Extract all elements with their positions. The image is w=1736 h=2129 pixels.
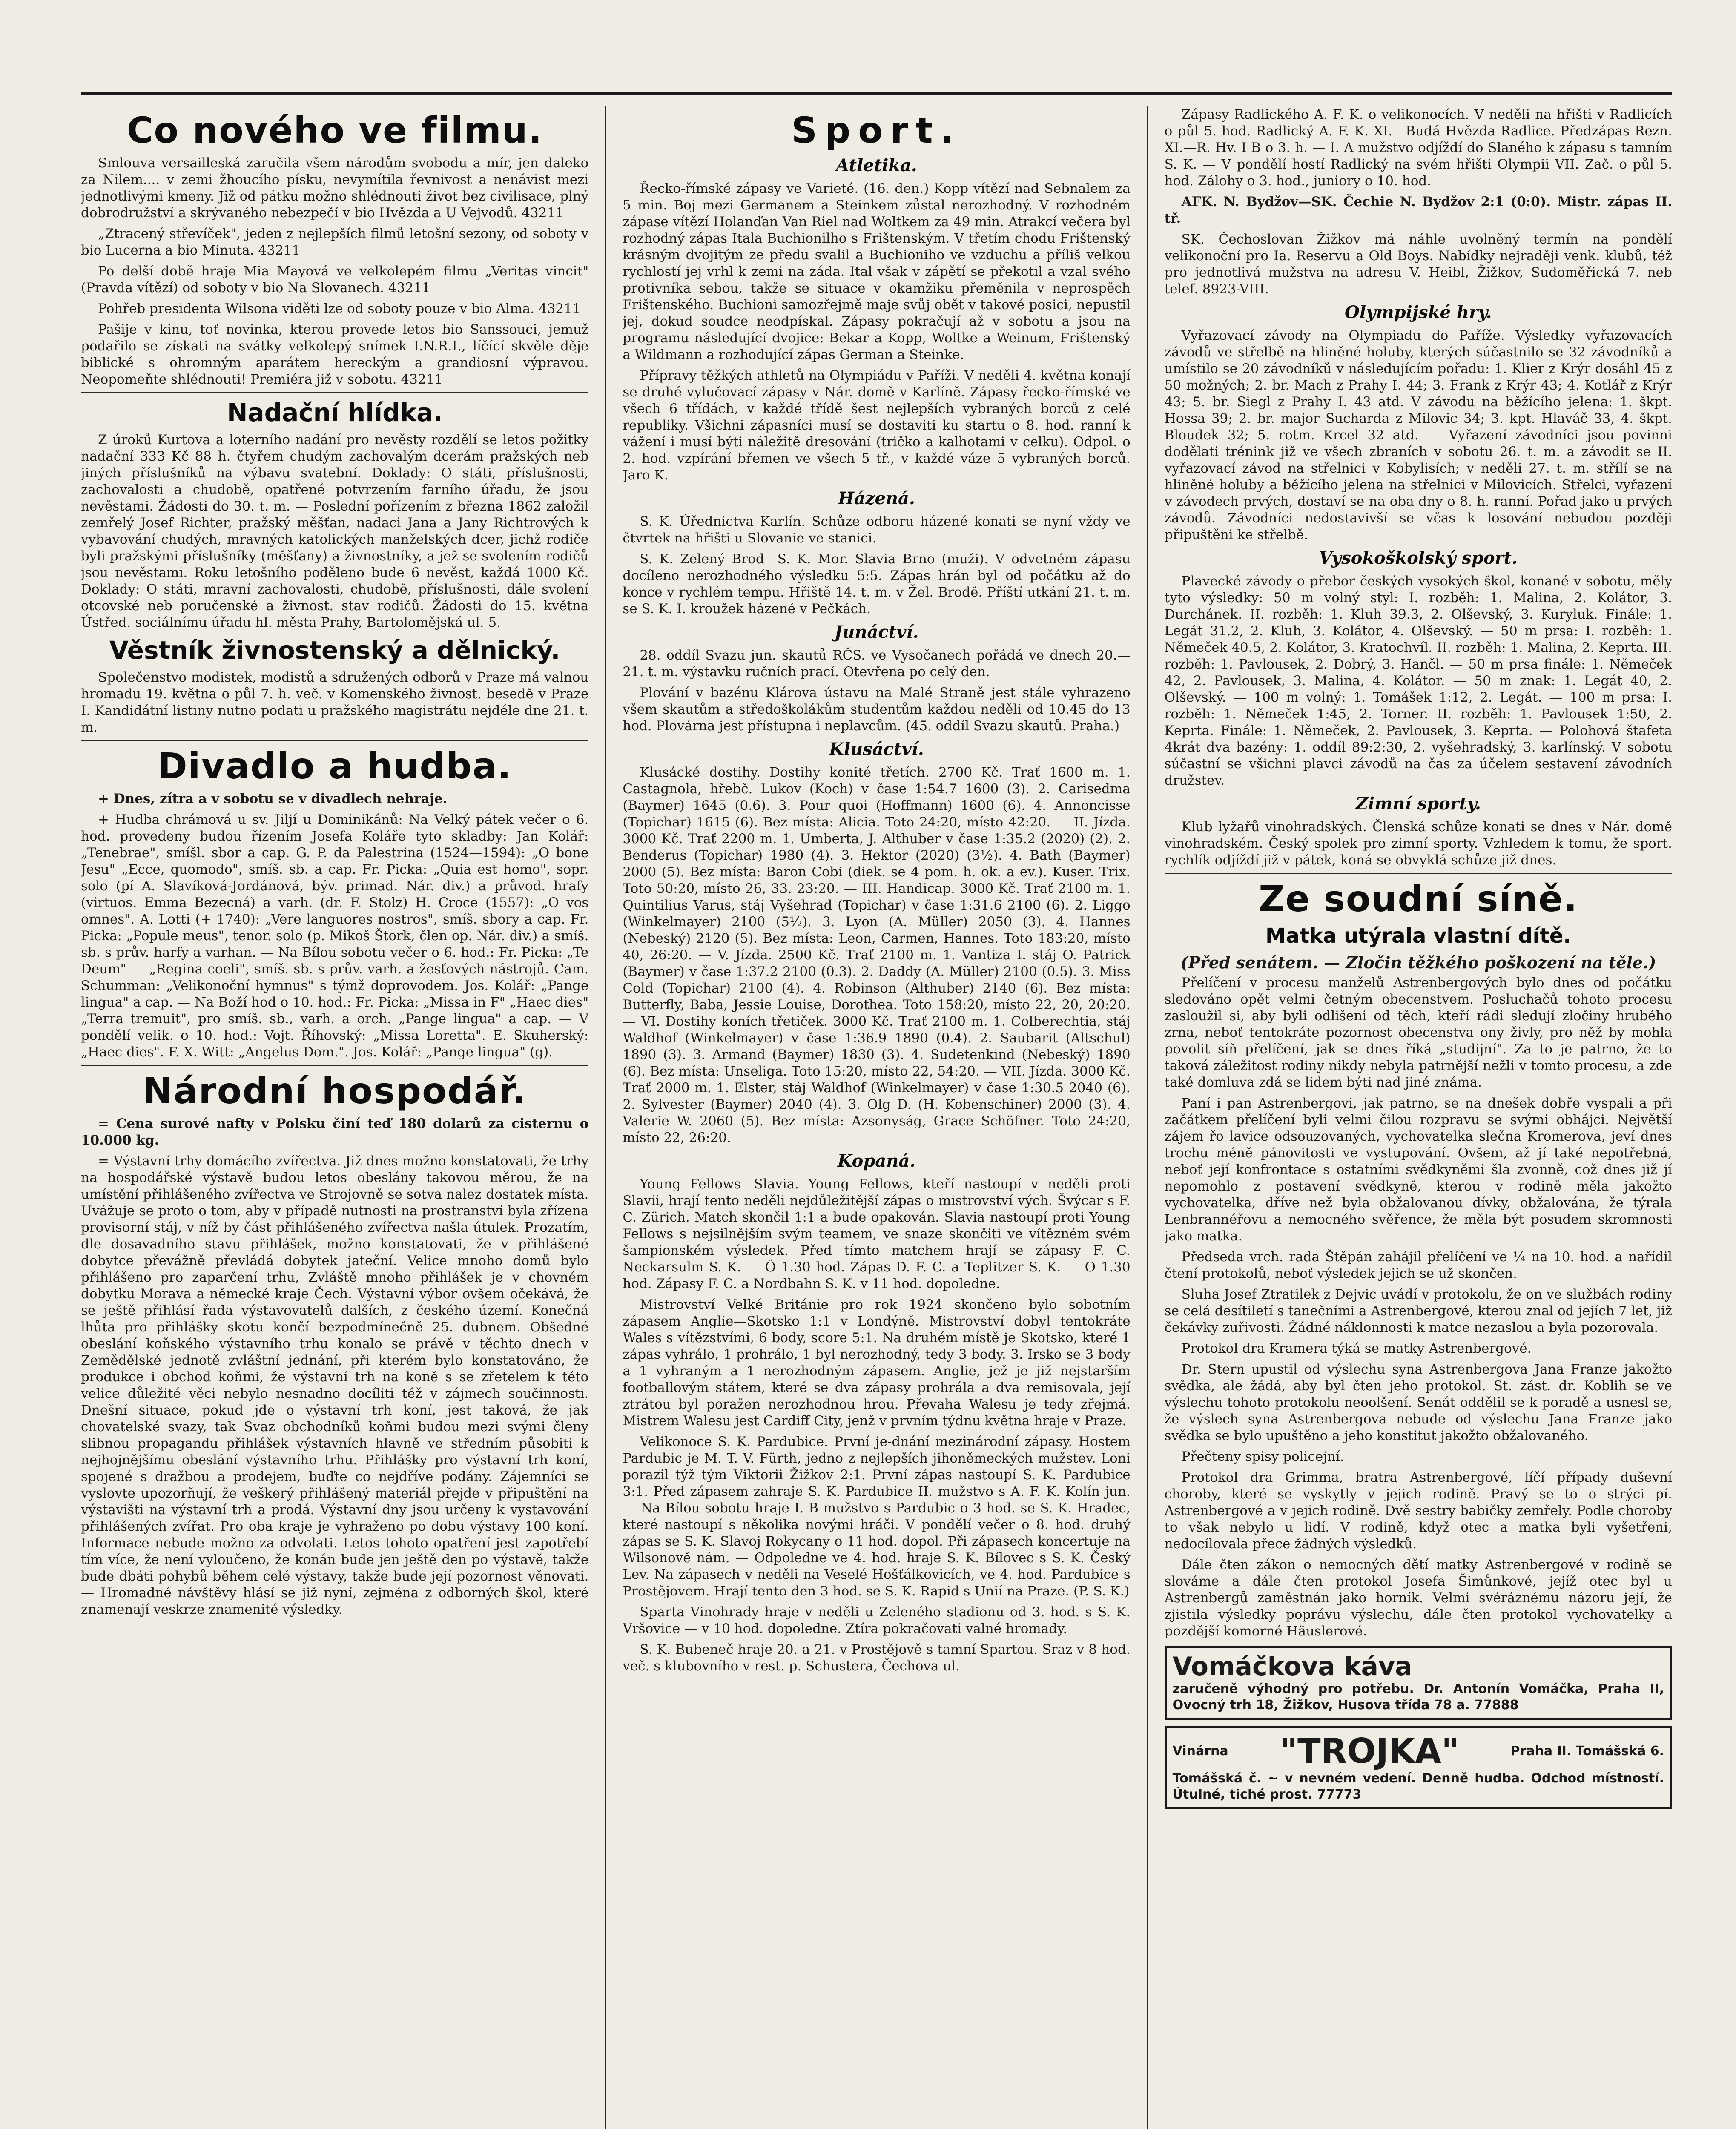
- ad-text: Praha II. Tomášská 6.: [1510, 1744, 1664, 1759]
- zimni-title: Zimní sporty.: [1355, 794, 1481, 814]
- kopana-paragraph: Young Fellows—Slavia. Young Fellows, kteří nastoupí v neděli proti Slavii, hrají tento neděli nejdůležitější zápas o mistrovství vých. Švýcar s F. C. Zürich. Match skončil 1:1 a bude opakován. Slavia nastoupí proti Young Fellows s nejsilnějším svým teamem, ve snaze skončiti ve vítězném svém šampionském výsledek. Před tímto matchem hrají se zápasy F. C. Neckarsulm S. K. — Ö 1.30 hod. Zápas D. F. C. a Teplitzer S. K. — O 1.30 hod. Zápasy F. C. a Nordbahn S. K. v 11 hod. dopoledne.: [623, 1176, 1131, 1291]
- olymp-title: Olympijské hry.: [1345, 302, 1492, 322]
- film-paragraph: „Ztracený střevíček", jeden z nejlepších filmů letošní sezony, od soboty v bio Lucerna a bio Minuta. 43211: [81, 226, 589, 258]
- soud-paragraph: Přelíčení v procesu manželů Astrenbergových bylo dnes od počátku sledováno opět velmi četným obecenstvem. Posluchačů tohoto procesu zasloužil si, aby byli odlišeni od těch, kteří rádi sledují zločiny hrubého zrna, neboť tentokráte pozornost obecenstva ony živly, pro něž by mohla povolit síň přelíčení, jak se dnes říká „studijní". Za to je patrno, že to taková záležitost rodiny nikdy nebyla patrnější nežli v tomto procesu, a zde také domluva zdá se lidem býti nad jiné známa.: [1164, 975, 1672, 1090]
- divadlo-paragraph: + Dnes, zítra a v sobotu se v divadlech nehraje.: [98, 791, 448, 806]
- atletika-paragraph: Přípravy těžkých athletů na Olympiádu v Paříži. V neděli 4. května konají se druhé vylučovací zápasy v Nár. domě v Karlíně. Zápasy řecko-římské ve všech 6 třídách, v každé třídě šest nejlepších vybraných borců z celé republiky. Všichni zápasníci musí se dostaviti ku startu o 8. hod. ranní k vážení i musí býti náležitě dresování (tričko a kalhotami v celku). Odpol. o 2. hod. vzpírání břemen ve všech 5 tř., v každé váze 5 vybraných borců. Jaro K.: [623, 368, 1131, 483]
- film-section-title: Co nového ve filmu.: [126, 109, 543, 151]
- soud-paragraph: Přečteny spisy policejní.: [1181, 1449, 1344, 1464]
- column-left: [81, 106, 588, 2129]
- vysoko-paragraph: Plavecké závody o přebor českých vysokých škol, konané v sobotu, měly tyto výsledky: 50 m volný styl: I. rozběh: 1. Malina, 2. Kolátor, 3. Durchánek. II. rozběh: 1. Kluh 39.3, 2. Olševský, 3. Kuryluk. Finále: 1. Legát 31.2, 2. Kluh, 3. Kolátor, 4. Olševský. — 50 m prsa: I. rozběh: 1. Němeček 40.5, 2. Kolátor, 3. Kratochvíl. II. rozběh: 1. Malina, 2. Keprta. III. rozběh: 1. Pavlousek, 2. Dobrý, 3. Hančl. — 50 m prsa finále: 1. Němeček 42, 2. Pavlousek, 3. Malina, 4. Kolátor. — 50 m znak: 1. Legát 40, 2. Olševský. — 100 m volný: 1. Tomášek 1:12, 2. Legát. — 100 m prsa: I. rozběh: 1. Němeček 1:45, 2. Torner. II. rozběh: 1. Pavlousek 1:50, 2. Keprta. Finále: 1. Němeček, 2. Pavlousek, 3. Keprta. — Polohová štafeta 4krát dva bazény: 1. oddíl 89:2:30, 2. vyšehradský, 3. karlínský. V sobotu súčastní se všichni plavci závodů na čas za účelem sestavení závodních družstev.: [1164, 574, 1672, 788]
- film-paragraph: Pohřeb presidenta Wilsona viděti lze od soboty pouze v bio Alma. 43211: [98, 301, 581, 316]
- film-paragraphs: [81, 155, 588, 388]
- hazena-paragraph: S. K. Zelený Brod—S. K. Mor. Slavia Brno (muži). V odvetném zápasu docíleno nerozhodného výsledku 5:5. Zápas hrán byl od počátku až do konce v rychlém tempu. Hřiště 14. t. m. v Žel. Brodě. Příští utkání 21. t. m. se S. K. I. kroužek házené v Pečkách.: [623, 551, 1131, 617]
- klusacivi-paragraph: Klusácké dostihy. Dostihy konité třetích. 2700 Kč. Trať 1600 m. 1. Castagnola, hřebč. Lukov (Koch) v čase 1:54.7 1600 (3). 2. Carisedma (Baymer) 1645 (0.6). 3. Pour quoi (Hoffmann) 1600 (6). 4. Annoncisse (Topichar) 1615 (6). Bez místa: Alicia. Toto 24:20, místo 42:20. — II. Jízda. 3000 Kč. Trať 2200 m. 1. Umberta, J. Althuber v čase 1:35.2 (2020) (2). 2. Benderus (Topichar) 1980 (4). 3. Hektor (2020) (3½). 4. Bath (Baymer) 2000 (5). Bez místa: Baron Cobi (diek. se 4 pom. h. ok. a ev.). Kuser. Trix. Toto 50:20, místo 26, 33. 23:20. — III. Handicap. 3000 Kč. Trať 2100 m. 1. Quintilius Varus, stáj Vyšehrad (Topichar) v čase 1:31.6 2100 (6). 2. Liggo (Winkelmayer) 2100 (5½). 3. Lyon (A. Müller) 2050 (3). 4. Hannes (Nebeský) 2120 (5). Bez místa: Leon, Carmen, Hannes. Toto 183:20, místo 40, 26:20. — V. Jízda. 2500 Kč. Trať 2100 m. 1. Vantiza I. stáj O. Patrick (Baymer) v čase 1:37.2 2100 (0.3). 2. Daddy (A. Müller) 2100 (0.5). 3. Miss Cold (Topichar) 2100 (4). 4. Robinson (Althuber) 2140 (6). Bez místa: Butterfly, Baba, Jessie Louise, Dorothea. Toto 158:20, místo 22, 20, 20:20. — VI. Dostihy koních třetiček. 3000 Kč. Trať 2100 m. 1. Colberechtia, stáj Waldhof (Winkelmayer) v čase 1:36.9 1890 (0.4). 2. Saubarit (Altschul) 1890 (3). 3. Armand (Baymer) 1830 (3). 4. Sudetenkind (Nebeský) 1890 (6). Bez místa: Unseliga. Toto 15:20, místo 22, 54:20. — VII. Jízda. 3000 Kč. Trať 2000 m. 1. Elster, stáj Waldhof (Winkelmayer) v čase 1:30.5 2040 (6). 2. Sylvester (Baymer) 2040 (4). 3. Olg D. (H. Kobenschiner) 2000 (3). 4. Valerie W. 2060 (5). Bez místa: Azsonyság, Grace Schöfner. Toto 24:20, místo 22, 26:20.: [623, 765, 1131, 1145]
- soud-paragraph: Protokol dra Kramera týká se matky Astrenbergové.: [1181, 1341, 1532, 1356]
- soud-paragraph: Paní i pan Astrenbergovi, jak patrno, se na dnešek dobře vyspali a při začátkem přelíčení byli velmi čilou rozpravu se svými obhájci. Největší zájem řo lavice odsouzovaných, vychovatelka slečna Kromerova, jeví dnes trochu méně pánovitosti ve vystupování. Ovšem, až jí také nepotřebná, neboť její konfrontace s ostatními svědkyněmi šla zvonně, což dnes již jí nepomohlo z postavení svědkyně, kterou v rodině měla jakožto vychovatelka, dříve než byla obžalovanou dívky, obžalována, že týrala Lenbrannéřovu a nemocného svěřence, že měla být posudem skromnosti jako matka.: [1164, 1096, 1672, 1244]
- divadlo-paragraph: + Hudba chrámová u sv. Jiljí u Dominikánů: Na Velký pátek večer o 6. hod. provedeny budou řízením Josefa Koláře tyto skladby: Jan Kolář: „Tenebrae", smíšl. sbor a cap. G. P. da Palestrina (1524—1594): „O bone Jesu" „Ecce, quomodo", smíš. sb. a cap. Fr. Picka: „Quia est homo", sopr. solo (pí A. Slavíková-Jordánová, býv. primad. Nár. div.) a průvod. hrafy (virtuos. Emma Bezecná) a varh. (dr. F. Stolz) H. Croce (1557): „O vos omnes". A. Lotti (+ 1740): „Vere languores nostros", smíš. sbory a cap. Fr. Picka: „Popule meus", tenor. solo (p. Mikoš Štork, člen op. Nár. div.) a smíš. sb. s prův. harfy a varhan. — Na Bílou sobotu večer o 6. hod.: Fr. Picka: „Te Deum" — „Regina coeli", smíš. sb. s prův. varh. a žesťových nástrojů. Cam. Schumman: „Velikonoční hymnus" s týmž doprovodem. Jos. Kolář: „Pange lingua" a cap. — Na Boží hod o 10. hod.: Fr. Picka: „Missa in F" „Haec dies" „Terra tremuit", pro smíš. sb., varh. a orch. „Pange lingua" a cap. — V pondělí velik. o 10. hod.: Vojt. Říhovský: „Missa Loretta". E. Skuherský: „Haec dies". F. X. Witt: „Angelus Dom.". Jos. Kolář: „Pange lingua" (g).: [81, 812, 589, 1060]
- trojka-logo-text: "TROJKA": [1280, 1731, 1459, 1771]
- ad-text: zaručeně výhodný pro potřebu. Dr. Antonín Vomáčka, Praha II, Ovocný trh 18, Žižkov, Husova třída 78 a. 77888: [1172, 1681, 1664, 1713]
- column-middle: [623, 106, 1130, 2129]
- atletika-paragraph: Řecko-římské zápasy ve Varieté. (16. den.) Kopp vítězí nad Sebnalem za 5 min. Boj mezi Germanem a Steinkem zůstal nerozhodný. V rozhodném zápase vítězí Holanďan Van Riel nad Woltkem za 49 min. Atrakcí večera byl rozhodný zápas Itala Buchionilho s Frištenským. V třetím chodu Frištenský krásným dvojitým ze předu svalil a Buchioniho ve vzduchu a příliš velkou rychlostí jej vrhl k zemi na záda. Ital však v zápětí se překotil a vzal svého protivníka sebou, takže se situace v okamžiku přeměnila v neprospěch Frištenského. Buchioni samozřejmě maje svůj obět v takové posici, nepustil jej, dokud soudce neodpískal. Zápasy pokračují až v sobotu a jsou na programu následující dvojice: Bekar a Kopp, Woltke a Weinum, Frištenský a Wildmann a rozhodující zápas German a Steinke.: [623, 181, 1131, 362]
- nadacni-paragraph: Z úroků Kurtova a loterního nadání pro nevěsty rozdělí se letos požitky nadační 333 Kč 88 h. čtyřem chudým zachovalým dcerám pražských neb jiných příslušníků na výbavu svatební. Doklady: O státi, příslušnosti, zachovalosti a chudobě, opatřené potvrzením farního úřadu, že jsou nevěstami. Žádosti do 30. t. m. — Poslední pořízením z března 1862 založil zemřelý Josef Richter, pražský měšťan, nadaci Jana a Jany Richtrových k vybavování chudých, mravných katolických manželských dcer, jichž rodiče byli pražskými příslušníky (měšťany) a živnostníky, a jež se svolením rodičů jsou nevěstami. Roku letošního poděleno bude 6 nevěst, každá 1000 Kč. Doklady: O státi, mravní zachovalosti, chudobě, příslušnosti, dále svolení otcovské neb poručenské a živnost. stav rodičů. Žádosti do 15. května Ústřed. sociálnímu úřadu hl. města Prahy, Bartolomějská ul. 5.: [81, 432, 589, 630]
- soud-paragraph: Předseda vrch. rada Štěpán zahájil přelíčení ve ¼ na 10. hod. a nařídil čtení protokolů, neboť výsledek jejich se už skončen.: [1164, 1249, 1672, 1281]
- section-divider: [81, 392, 588, 393]
- junacivi-paragraph: Plování v bazénu Klárova ústavu na Malé Straně jest stále vyhrazeno všem skautům a středoškolákům studentům každou neděli od 10.45 do 13 hod. Plovárna jest přístupna i neplavcům. (45. oddíl Svazu skautů. Praha.): [623, 685, 1131, 734]
- column-divider: [1147, 106, 1148, 2129]
- football-paragraph: SK. Čechoslovan Žižkov má náhle uvolněný termín na pondělí velikonoční pro Ia. Reservu a Old Boys. Nabídky nejraději venk. klubů, též pro jednotlivá mužstva na adresu V. Heibl, Žižkov, Sudoměřická 7. neb telef. 8923-VIII.: [1164, 232, 1672, 297]
- section-divider: [81, 740, 588, 741]
- kopana-title: Kopaná.: [837, 1151, 916, 1171]
- narodni-paragraph: = Cena surové nafty v Polsku činí teď 180 dolarů za cisternu o 10.000 kg.: [81, 1116, 589, 1148]
- top-rule: [81, 92, 1672, 95]
- column-right: [1165, 106, 1672, 2129]
- junacivi-title: Junáctví.: [834, 622, 919, 642]
- nadacni-section-title: Nadační hlídka.: [227, 398, 443, 427]
- hazena-title: Házená.: [838, 488, 915, 508]
- columns: [81, 106, 1672, 2129]
- film-paragraph: Po delší době hraje Mia Mayová ve velkolepém filmu „Veritas vincit" (Pravda vítězí) od soboty v bio Na Slovanech. 43211: [81, 264, 589, 296]
- atletika-title: Atletika.: [836, 155, 917, 175]
- section-divider: [81, 1065, 588, 1066]
- vestnik-paragraph: Společenstvo modistek, modistů a sdružených odborů v Praze má valnou hromadu 19. května o půl 7. h. več. v Komenského živnost. besedě v Praze I. Kandidátní listiny nutno podati u pražského magistrátu nejdéle dne 21. t. m.: [81, 670, 589, 735]
- ad-title: Vomáčkova káva: [1172, 1652, 1412, 1681]
- kopana-paragraph: Mistrovství Velké Británie pro rok 1924 skončeno bylo sobotním zápasem Anglie—Skotsko 1:1 v Londýně. Mistrovství dobyl tentokráte Wales s vítězstvími, 6 body, score 5:1. Na druhém místě je Skotsko, které 1 zápas vyhrálo, 1 prohrálo, 1 byl nerozhodný, tedy 3 body. 3. Irsko se 3 body a 1 vyhraným a 1 nerozhodným zápasem. Anglie, jež je již nejstarším footballovým státem, které se dva zápasy prohrála a dva remisovala, její ztrátou byl poražen nerozhodnou hrou. Převaha Walesu je tedy zřejmá. Mistrem Walesu jest Cardiff City, jenž v prvním týdnu května hraje v Praze.: [623, 1297, 1131, 1429]
- section-divider: [1165, 873, 1672, 874]
- junacivi-paragraph: 28. oddíl Svazu jun. skautů RČS. ve Vysočanech pořádá ve dnech 20.—21. t. m. výstavku ručních prací. Otevřena po celý den.: [623, 648, 1131, 680]
- soud-paragraph: Sluha Josef Ztratilek z Dejvic uvádí v protokolu, že on ve službách rodiny se celá desítiletí s tanečními a Astrenbergové, kterou znal od jejích 7 let, již čekávky zuřivosti. Žádné náklonnosti k matce nezaslou a byla pozorovala.: [1164, 1287, 1672, 1335]
- column-divider: [605, 106, 606, 2129]
- narodni-paragraph: = Výstavní trhy domácího zvířectva. Již dnes možno konstatovati, že trhy na hospodářské výstavě budou letos obeslány takovou měrou, že na umístění přihlášeného zvířectva ve Strojovně se sotva nalez dostatek místa. Uvážuje se proto o tom, aby v případě nutnosti na prostranství byla zřízena provisorní stáj, v níž by část přihlášeného zvířectva našla útulek. Prozatím, dle dosavadního stavu přihlášek, možno konstatovati, že v přihlášené dobytce převážně převládá dobytek jateční. Velice mnoho domů bylo přihlášeno pro zaparčení trhu, Zvláště mnoho přihlášek je v chovném dobytku Morava a německé kraje Čech. Výstavní výbor ovšem očekává, že se ještě přihlásí řada výstavovatelů dalších, z českého území. Konečná lhůta pro přihlášky skotu končí bezpodmínečně 25. dubnem. Obšedné obeslání koňského výstavního trhu konalo se právě v těchto dnech v Zemědělské jednotě zvláštní jednání, při kterém bylo konstatováno, že produkce i obchod koňmi, že výstavní trh na koně s se zřetelem k této velice důležité věci nebylo nesnadno docíliti též v zájmech součinnosti. Dnešní situace, pokud jde o výstavní trh koní, jest taková, že jak chovatelské svazy, tak Svaz obchodníků koňmi budou mezi svými členy slibnou propagandu přihlášek výstavních hlavně ve středním působiti k nejhojnějšímu obeslání výstavního trhu. Přihlášky pro výstavní trh koní, spojené s dražbou a prodejem, buďte co nejdříve podány. Zájemníci se vyslovte upozorňují, že veškerý přihlášený materiál přejde v připuštění na výstavišti na výstavní trh a prodá. Výstavní dny jsou určeny k vystavování přihlášených zvířat. Pro oba kraje je vyhraženo po dobu výstavy 100 koní. Informace nebude možno za odvolati. Letos tohoto opatření jest zapotřebí tím více, že není vyloučeno, že konán bude jen ještě den po výstavě, takže bude dbáti pohybů během celé výstavy, takže bude její pozornost věnovati. — Hromadné návštěvy hlásí se již nyní, zejména z odborných škol, které znamenají veskrze znamenité výsledky.: [81, 1153, 589, 1617]
- soud-paragraph: Dále čten zákon o nemocných dětí matky Astrenbergové v rodině se slováme a dále čten protokol Josefa Šimůnkové, jejíž otec byl u Astrenbergů zaměstnán jako horník. Velmi svéráznému názoru její, že zjistila výsledky poprávu výslechu, dále čten protokol vychovatelky a pozdější komorné Häuslerové.: [1164, 1557, 1672, 1639]
- soud-paragraph: Dr. Stern upustil od výslechu syna Astrenbergova Jana Franze jakožto svědka, ale žádá, aby byl čten jeho protokol. St. zást. dr. Koblih se ve výslechu tohoto protokolu neoolšení. Senát oddělil se k poradě a usnesl se, že výslech syna Astrenbergova nebude od výslechu Jana Franze jako svědka se bylo upuštěno a jeho konstitut jakožto obžalovaného.: [1164, 1362, 1672, 1443]
- hazena-paragraph: S. K. Úřednictva Karlín. Schůze odboru házené konati se nyní vždy ve čtvrtek na hřišti u Slovanie ve stanici.: [623, 514, 1131, 546]
- sport-section-title: Sport.: [791, 109, 962, 151]
- trojka-ad: [1165, 1726, 1672, 1809]
- soud-paragraph: Protokol dra Grimma, bratra Astrenbergové, líčí případy duševní choroby, které se vyskytly v jejich rodině. Pravý se to o strýci pí. Astrenbergové a v jejich rodině. Dvě sestry babičky zemřely. Podle choroby to však nebylo u lidí. V rodině, když otec a matka byli vyšetřeni, nedocílovala přece žádných výsledků.: [1164, 1470, 1672, 1552]
- zimni-paragraph: Klub lyžařů vinohradských. Členská schůze konati se dnes v Nár. domě vinohradském. Český spolek pro zimní sporty. Vzhledem k tomu, že sport. rychlík odjíždí již v pátek, koná se obvyklá schůze již dnes.: [1164, 819, 1672, 868]
- ad-text: Tomášská č. ~ v nevném vedení. Denně hudba. Odchod místností. Útulné, tiché prost. 77773: [1172, 1771, 1664, 1802]
- kopana-paragraph: Sparta Vinohrady hraje v neděli u Zeleného stadionu od 3. hod. s S. K. Vršovice — v 10 hod. dopoledne. Ztíra pokračovati valné hromady.: [623, 1604, 1131, 1636]
- football-paragraph: AFK. N. Bydžov—SK. Čechie N. Bydžov 2:1 (0:0). Mistr. zápas II. tř.: [1164, 194, 1672, 226]
- divadlo-section-title: Divadlo a hudba.: [158, 745, 512, 787]
- trojka-ad-row: [1173, 1732, 1664, 1770]
- soud-subhead: (Před senátem. — Zločin těžkého poškození na těle.): [1180, 953, 1656, 972]
- olymp-paragraph: Vyřazovací závody na Olympiadu do Paříže. Výsledky vyřazovacích závodů ve střelbě na hliněné holuby, kterých súčastnilo se 32 závodníků a umístilo se 20 závodníků v následujícím pořadu: 1. Klier z Krýr dosáhl 45 z 50 možných; 2. br. Mach z Prahy I. 44; 3. Frank z Krýr 43; 4. Kotlář z Krýr 43; 5. br. Siegl z Prahy I. 43 atd. V závodu na běžícího jelena: 1. škpt. Hossa 39; 2. br. major Suchardа z Milovic 34; 3. kpt. Hlaváč 33, 4. škpt. Bloudek 32; 5. rotm. Krcel 32 atd. — Vyřazení závodníci jsou povinni dodělati trénink již ve všech zbraních v sobotu 26. t. m. a závodit se II. vyřazovací závod na střelnici v Kobylisích; v neděli 27. t. m. střílí se na hliněné holuby a běžícího jelena na střelnici v Milovicích. Střelci, vyřazení v závodech prvých, dostaví se na oba dny o 8. h. ranní. Pořad jako u prvých závodů. Závodníci nedostavivší se včas k losování nebudou později připuštěni ke střelbě.: [1164, 328, 1672, 542]
- film-paragraph: Pašije v kinu, toť novinka, kterou provede letos bio Sanssouci, jemuž podařilo se získati na svátky velkolepý snímek I.N.R.I., líčící skvěle děje biblické s ohromným aparátem hereckým a grandiosní výpravou. Neopomeňte shlédnouti! Premiéra již v sobotu. 43211: [81, 322, 589, 387]
- narodni-section-title: Národní hospodář.: [143, 1070, 527, 1112]
- soud-subtitle: Matka utýrala vlastní dítě.: [1265, 924, 1571, 948]
- kopana-paragraph: S. K. Bubeneč hraje 20. a 21. v Prostějově s tamní Spartou. Sraz v 8 hod. več. s klubovního v rest. p. Schustera, Čechova ul.: [623, 1642, 1131, 1674]
- vestnik-section-title: Věstník živnostenský a dělnický.: [109, 636, 560, 665]
- football-paragraph: Zápasy Radlického A. F. K. o velikonocích. V neděli na hřišti v Radlicích o půl 5. hod. Radlický A. F. K. XI.—Budá Hvězda Radlice. Předzápas Rezn. XI.—R. Hv. I B o 3. h. — I. A mužstvo odjíždí do Slaného k zápasu s tamním S. K. — V pondělí hostí Radlický na svém hřišti Olympii VII. Zač. o půl 5. hod. Zálohy o 3. hod., juniory o 10. hod.: [1164, 107, 1672, 189]
- klusacivi-title: Klusáctví.: [829, 739, 924, 759]
- kopana-paragraph: Velikonoce S. K. Pardubice. První je-dnání mezinárodní zápasy. Hostem Pardubic je M. T. V. Fürth, jedno z nejlepších jihoněmeckých mužstev. Loni porazil týž tým Viktorii Žižkov 2:1. První zápas nastoupí S. K. Pardubice 3:1. Před zápasem zahraje S. K. Pardubice II. mužstvo s A. F. K. Kolín jun. — Na Bílou sobotu hraje I. B mužstvo s Pardubic o 3 hod. se S. K. Hradec, které nastoupí s několika novými hráči. V pondělí večer o 8. hod. druhý zápas se S. K. Slavoj Rokycany o 11 hod. dopol. Při zápasech koncertuje na Wilsonově nám. — Odpoledne ve 4. hod. hraje S. K. Bílovec s S. K. Český Lev. Na zápasech v neděli na Veselé Hošťálkovicích, ve 4. hod. Pardubice s Prostějovem. Hrají tento den 3 hod. se S. K. Rapid s Unií na Praze. (P. S. K.): [623, 1434, 1131, 1599]
- ad-text: Vinárna: [1172, 1744, 1228, 1759]
- vysoko-title: Vysokoškolský sport.: [1319, 548, 1518, 568]
- film-paragraph: Smlouva versailleská zaručila všem národům svobodu a mír, jen daleko za Nilem.... v zemi žhoucího písku, nevymítila řevnivost a nenávist mezi jednotlivými kmeny. Již od pátku možno shlédnouti život bez civilisace, plný dobrodružství a skrývaného nebezpečí v bio Hvězda a U Vejvodů. 43211: [81, 155, 589, 221]
- vomackova-kava-ad: [1165, 1646, 1672, 1720]
- soud-section-title: Ze soudní síně.: [1258, 878, 1578, 920]
